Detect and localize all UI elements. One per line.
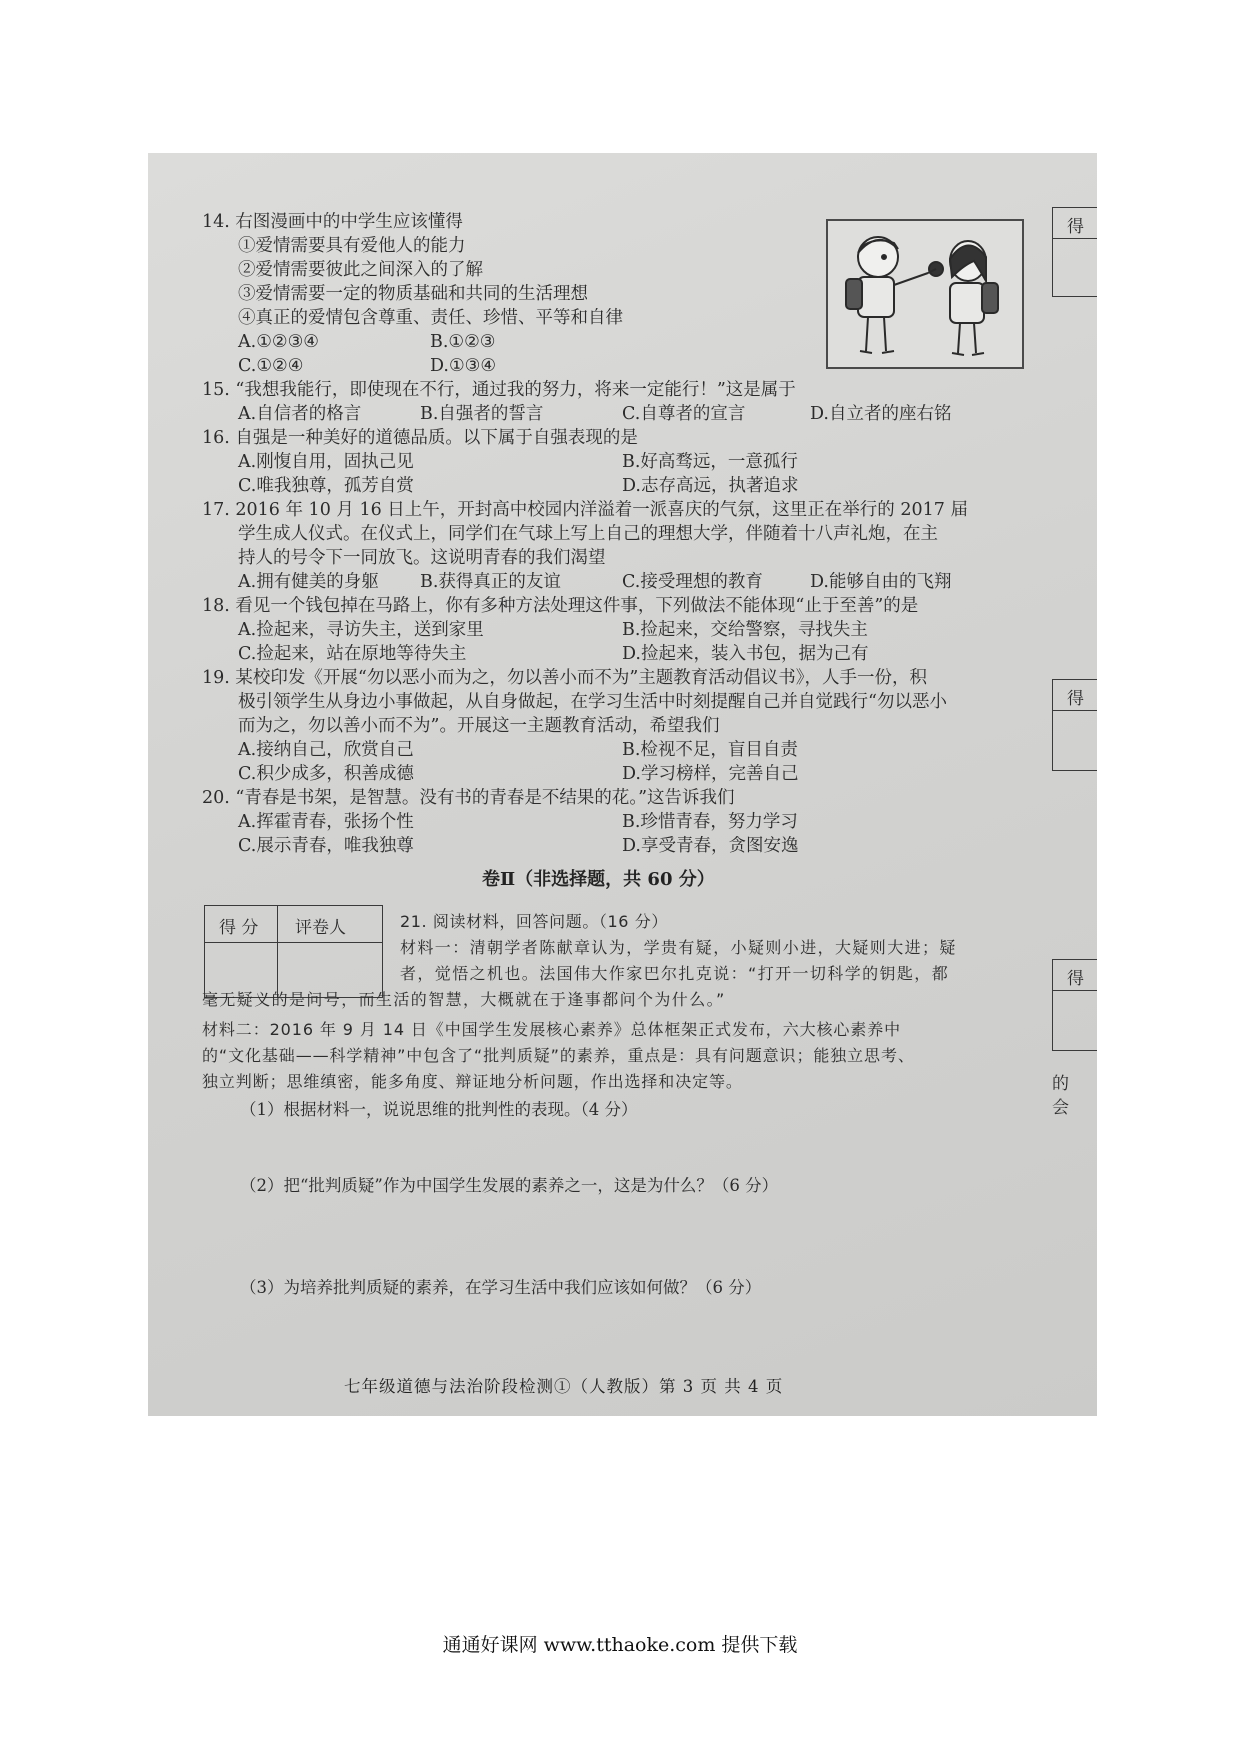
q21-title: 21. 阅读材料，回答问题。（16 分） [400, 912, 668, 931]
q18-option-b: B.捡起来，交给警察，寻找失主 [622, 620, 868, 640]
q20-option-b: B.珍惜青春，努力学习 [622, 812, 798, 832]
score-table-divider [205, 942, 382, 943]
section-2-title: 卷Ⅱ（非选择题，共 60 分） [482, 869, 715, 890]
scanned-exam-page [148, 153, 1097, 1416]
q19-line-2: 极引领学生从身边小事做起，从自身做起，在学习生活中时刻提醒自己并自觉践行“勿以恶小 [238, 692, 947, 712]
q17-line-1: 17. 2016 年 10 月 16 日上午，开封高中校园内洋溢着一派喜庆的气氛，这里正在举行的 2017 届 [202, 500, 968, 520]
q21-material-2-line-3: 独立判断；思维缜密，能多角度、辩证地分析问题，作出选择和决定等。 [202, 1072, 743, 1091]
q15-option-b: B.自强者的誓言 [420, 404, 544, 424]
score-table-score-header: 得 分 [219, 918, 259, 938]
q17-option-b: B.获得真正的友谊 [420, 572, 561, 592]
edge-score-label-2: 得 [1067, 689, 1084, 709]
q14-stem: 14. 右图漫画中的中学生应该懂得 [202, 212, 463, 232]
q21-material-1-line-2: 者，觉悟之机也。法国伟大作家巴尔扎克说：“打开一切科学的钥匙，都 [400, 964, 950, 983]
q14-option-a: A.①②③④ [238, 332, 319, 352]
cartoon-students-flower-icon [828, 221, 1022, 367]
q17-line-3: 持人的号令下一同放飞。这说明青春的我们渴望 [238, 548, 606, 568]
edge-score-label-3: 得 [1067, 969, 1084, 989]
q19-option-c: C.积少成多，积善成德 [238, 764, 414, 784]
q16-option-c: C.唯我独尊，孤芳自赏 [238, 476, 414, 496]
score-table-column-divider [277, 906, 278, 997]
edge-score-box-1 [1052, 207, 1097, 297]
q21-sub-question-2: （2）把“批判质疑”作为中国学生发展的素养之一，这是为什么？（6 分） [240, 1176, 779, 1195]
q15-option-d: D.自立者的座右铭 [810, 404, 952, 424]
page-footer: 七年级道德与法治阶段检测①（人教版）第 3 页 共 4 页 [344, 1377, 784, 1396]
q17-option-a: A.拥有健美的身躯 [238, 572, 379, 592]
q15-option-a: A.自信者的格言 [238, 404, 362, 424]
q21-material-2-line-2: 的“文化基础——科学精神”中包含了“批判质疑”的素养，重点是：具有问题意识；能独立思考、 [202, 1046, 915, 1065]
q21-material-1-line-1: 材料一：清朝学者陈献章认为，学贵有疑，小疑则小进，大疑则大进；疑 [400, 938, 957, 957]
q14-item-4: ④真正的爱情包含尊重、责任、珍惜、平等和自律 [238, 308, 623, 328]
q14-item-2: ②爱情需要彼此之间深入的了解 [238, 260, 483, 280]
q19-option-d: D.学习榜样，完善自己 [622, 764, 799, 784]
cartoon-illustration [826, 219, 1024, 369]
q21-sub-question-1: （1）根据材料一，说说思维的批判性的表现。（4 分） [240, 1100, 638, 1119]
q15-option-c: C.自尊者的宣言 [622, 404, 746, 424]
q18-option-d: D.捡起来，装入书包，据为己有 [622, 644, 869, 664]
edge-fragment-2: 会 [1052, 1098, 1069, 1118]
q21-material-1-line-3: 毫无疑义的是问号，而生活的智慧，大概就在于逢事都问个为什么。” [202, 990, 726, 1009]
q19-line-1: 19. 某校印发《开展“勿以恶小而为之，勿以善小而不为”主题教育活动倡议书》，人手一份，积 [202, 668, 928, 688]
edge-score-label-1: 得 [1067, 217, 1084, 237]
q20-option-a: A.挥霍青春，张扬个性 [238, 812, 414, 832]
q20-option-d: D.享受青春，贪图安逸 [622, 836, 799, 856]
edge-score-box-2 [1052, 679, 1097, 771]
q17-option-d: D.能够自由的飞翔 [810, 572, 952, 592]
q15-stem: 15. “我想我能行，即使现在不行，通过我的努力，将来一定能行！”这是属于 [202, 380, 796, 400]
q14-option-b: B.①②③ [430, 332, 496, 352]
q21-material-2-line-1: 材料二：2016 年 9 月 14 日《中国学生发展核心素养》总体框架正式发布，六大核心素养中 [202, 1020, 901, 1039]
score-table [204, 905, 383, 998]
q14-item-3: ③爱情需要一定的物质基础和共同的生活理想 [238, 284, 588, 304]
q14-item-1: ①爱情需要具有爱他人的能力 [238, 236, 466, 256]
edge-score-box-3 [1052, 959, 1097, 1051]
q17-line-2: 学生成人仪式。在仪式上，同学们在气球上写上自己的理想大学，伴随着十八声礼炮，在主 [238, 524, 938, 544]
q21-sub-question-3: （3）为培养批判质疑的素养，在学习生活中我们应该如何做？（6 分） [240, 1278, 762, 1297]
q16-option-d: D.志存高远，执著追求 [622, 476, 799, 496]
q19-line-3: 而为之，勿以善小而不为”。开展这一主题教育活动，希望我们 [238, 716, 720, 736]
q18-option-c: C.捡起来，站在原地等待失主 [238, 644, 467, 664]
q20-option-c: C.展示青春，唯我独尊 [238, 836, 414, 856]
q19-option-b: B.检视不足，盲目自责 [622, 740, 798, 760]
q16-option-a: A.刚愎自用，固执己见 [238, 452, 414, 472]
edge-fragment-1: 的 [1052, 1074, 1069, 1094]
q18-option-a: A.捡起来，寻访失主，送到家里 [238, 620, 484, 640]
q14-option-c: C.①②④ [238, 356, 304, 376]
q16-option-b: B.好高骛远，一意孤行 [622, 452, 798, 472]
score-table-grader-header: 评卷人 [295, 918, 346, 938]
q20-stem: 20. “青春是书架，是智慧。没有书的青春是不结果的花。”这告诉我们 [202, 788, 735, 808]
q16-stem: 16. 自强是一种美好的道德品质。以下属于自强表现的是 [202, 428, 638, 448]
q19-option-a: A.接纳自己，欣赏自己 [238, 740, 414, 760]
q14-option-d: D.①③④ [430, 356, 497, 376]
q17-option-c: C.接受理想的教育 [622, 572, 763, 592]
download-watermark: 通通好课网 www.tthaoke.com 提供下载 [442, 1634, 798, 1656]
q18-stem: 18. 看见一个钱包掉在马路上，你有多种方法处理这件事，下列做法不能体现“止于至善”的是 [202, 596, 919, 616]
